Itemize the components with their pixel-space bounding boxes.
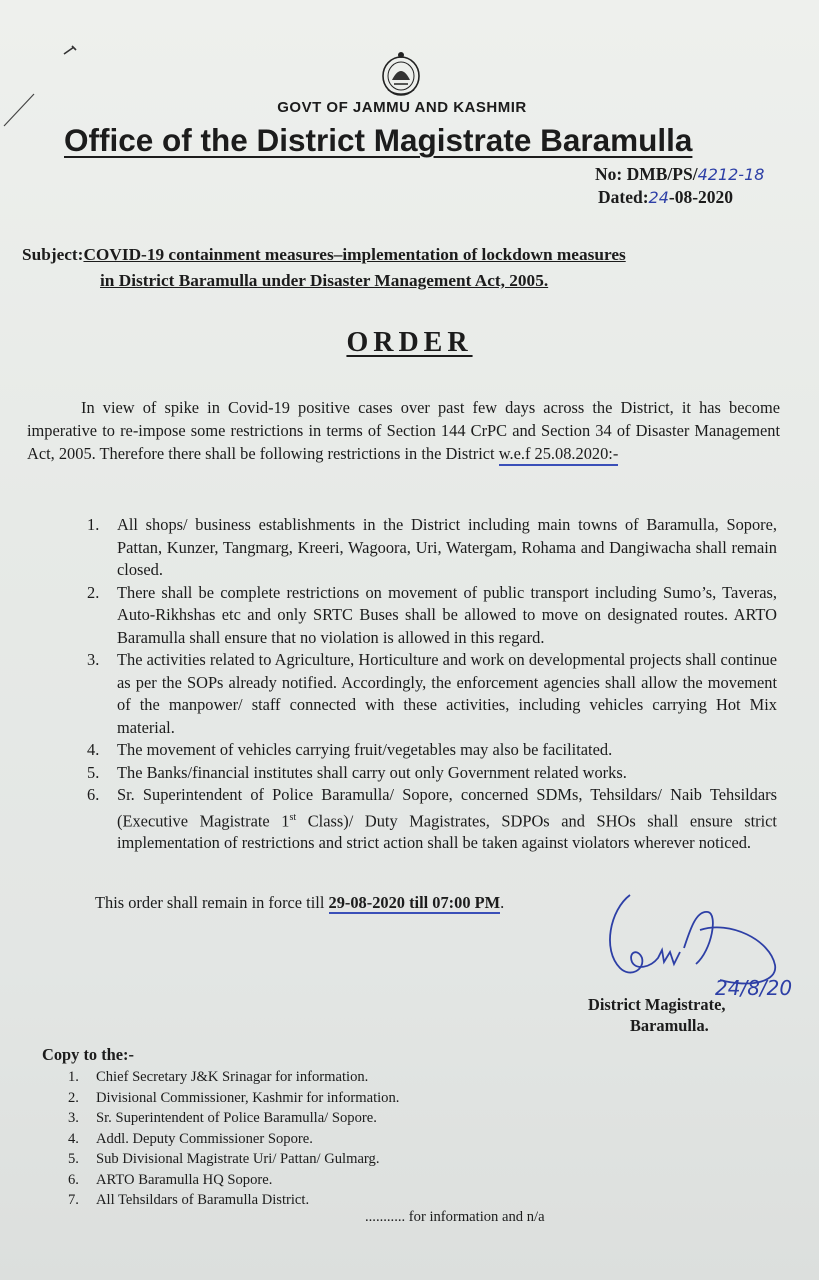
signature-image bbox=[600, 890, 815, 1005]
list-item: 2. There shall be complete restrictions on movement of public transport including Sumo’s, Taveras, Auto-Rikhshas etc and only SRTC Buses shall be allowed to move on designated routes. ARTO Baramulla shall ensure that no violation is allowed in this regard. bbox=[87, 582, 777, 647]
list-item: 7. All Tehsildars of Baramulla District. bbox=[68, 1192, 310, 1208]
list-item: 4. The movement of vehicles carrying fruit/vegetables may also be facilitated. bbox=[87, 740, 613, 759]
reference-number: No: DMB/PS/4212-18 bbox=[595, 164, 765, 184]
list-item: 2. Divisional Commissioner, Kashmir for information. bbox=[68, 1089, 400, 1106]
list-item: 5. Sub Divisional Magistrate Uri/ Pattan/ Gulmarg. bbox=[68, 1151, 380, 1167]
handwritten-ref: 4212-18 bbox=[697, 165, 765, 184]
copy-footer: ........... for information and n/a bbox=[365, 1209, 545, 1225]
office-title: Office of the District Magistrate Baramulla bbox=[64, 122, 693, 158]
list-item: 4. Addl. Deputy Commissioner Sopore. bbox=[68, 1130, 313, 1147]
handwritten-day: 24 bbox=[648, 188, 669, 207]
order-title: ORDER bbox=[346, 327, 473, 358]
handwritten-signature-date: 24/8/20 bbox=[715, 976, 793, 1000]
validity-statement: This order shall remain in force till 29-08-2020 till 07:00 PM. bbox=[95, 893, 505, 912]
effective-date: w.e.f 25.08.2020:- bbox=[499, 444, 619, 466]
list-item: 6. Sr. Superintendent of Police Baramulla/ Sopore, concerned SDMs, Tehsildars/ Naib Tehsildars (Executive Magistrate 1st Class)/ Duty Magistrates, SDPOs and SHOs shall ensure strict implementation of restrictions and strict action shall be taken against violators wherever noticed. bbox=[87, 785, 777, 853]
list-item: 1. All shops/ business establishments in the District including main towns of Baramulla, Sopore, Pattan, Kunzer, Tangmarg, Kreeri, Wagoora, Uri, Watergam, Rohama and Dangiwacha shall remain closed. bbox=[87, 515, 777, 579]
list-item: 6. ARTO Baramulla HQ Sopore. bbox=[68, 1171, 273, 1188]
restrictions-list bbox=[87, 514, 777, 855]
pen-mark bbox=[62, 44, 78, 56]
subject: Subject:COVID-19 containment measures–implementation of lockdown measures in District Baramulla under Disaster Management Act, 2005. bbox=[22, 245, 626, 290]
government-header: GOVT OF JAMMU AND KASHMIR bbox=[277, 99, 527, 116]
list-item: 3. The activities related to Agriculture, Horticulture and work on developmental projects shall continue as per the SOPs already notified. Accordingly, the enforcement agencies shall allow the movement of the manpower/ staff connected with these activities, including vehicles carrying Hot Mix material. bbox=[87, 650, 777, 737]
signatory-title: District Magistrate, bbox=[588, 995, 726, 1014]
intro-paragraph: In view of spike in Covid-19 positive cases over past few days across the District, it has become imperative to re-impose some restrictions in terms of Section 144 CrPC and Section 34 of Disaster Management Act, 2005. Therefore there shall be following restrictions in the District w.e.f 25.08.2020:- bbox=[27, 396, 780, 465]
signatory-place: Baramulla. bbox=[630, 1016, 709, 1035]
copy-list bbox=[68, 1067, 399, 1211]
date-line: Dated:24-08-2020 bbox=[598, 187, 734, 207]
list-item: 1. Chief Secretary J&K Srinagar for information. bbox=[68, 1069, 369, 1085]
list-item: 5. The Banks/financial institutes shall carry out only Government related works. bbox=[87, 762, 627, 782]
copy-heading: Copy to the:- bbox=[42, 1045, 134, 1064]
government-emblem-icon bbox=[380, 50, 422, 98]
list-item: 3. Sr. Superintendent of Police Baramulla/ Sopore. bbox=[68, 1110, 377, 1126]
